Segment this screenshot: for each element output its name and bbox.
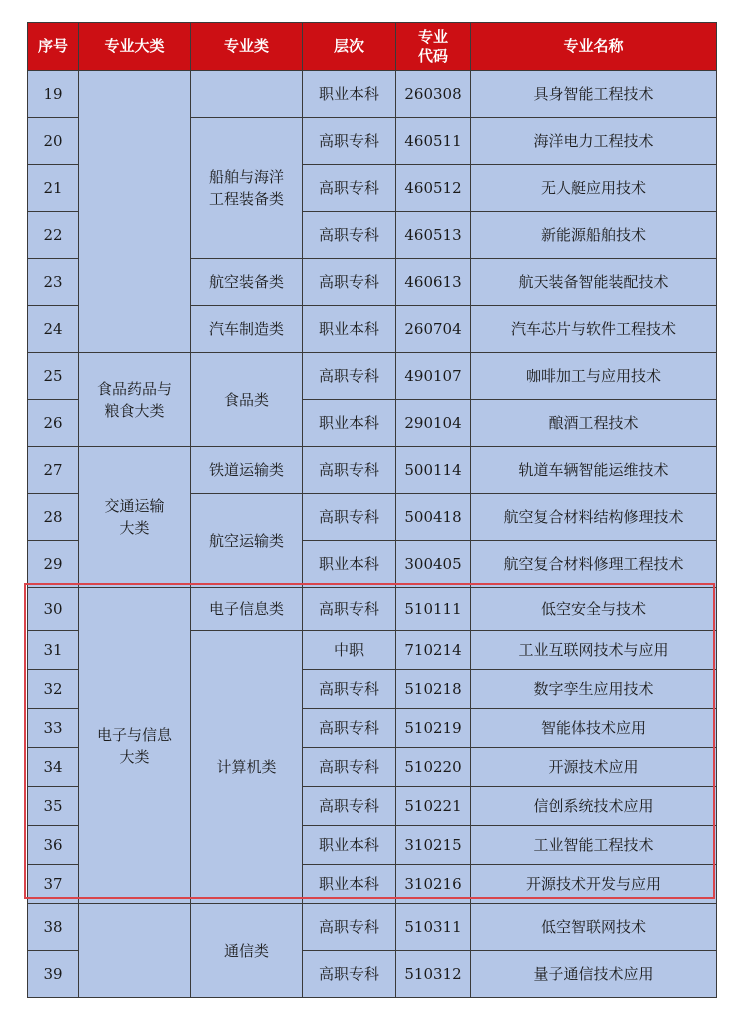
row-code: 710214 [396,631,471,670]
row-index: 27 [28,447,79,494]
row-major-name: 具身智能工程技术 [471,71,717,118]
category-transport-line2: 大类 [119,519,150,537]
row-level: 高职专科 [303,748,396,787]
subcategory-air-transport: 航空运输类 [191,494,303,588]
row-major-name: 低空智联网技术 [471,904,717,951]
category-food-line1: 食品药品与 [96,379,172,398]
row-major-name: 信创系统技术应用 [471,787,717,826]
row-major-name: 开源技术应用 [471,748,717,787]
row-major-name: 智能体技术应用 [471,709,717,748]
subcategory-electronic-info: 电子信息类 [191,588,303,631]
category-electronics-line2: 大类 [119,747,150,766]
row-major-name: 航天装备智能装配技术 [471,259,717,306]
row-code: 460513 [396,212,471,259]
row-code: 510219 [396,709,471,748]
row-level: 高职专科 [303,787,396,826]
row-major-name: 航空复合材料结构修理技术 [471,494,717,541]
row-code: 510111 [396,588,471,631]
row-major-name: 数字孪生应用技术 [471,670,717,709]
row-level: 高职专科 [303,494,396,541]
row-code: 500418 [396,494,471,541]
row-code: 510311 [396,904,471,951]
subcategory-ship-line1: 船舶与海洋 [208,168,284,186]
category-cell-blank [79,71,191,353]
row-code: 290104 [396,400,471,447]
category-transport-line1: 交通运输 [104,497,165,515]
row-index: 36 [28,826,79,865]
subcategory-computer: 计算机类 [191,631,303,904]
row-code: 310215 [396,826,471,865]
row-level: 职业本科 [303,306,396,353]
subcategory-ship [191,118,303,259]
header-code-line2: 代码 [417,46,448,65]
subcategory-aviation-equipment: 航空装备类 [191,259,303,306]
row-level: 高职专科 [303,353,396,400]
row-index: 35 [28,787,79,826]
row-major-name: 航空复合材料修理工程技术 [471,541,717,588]
row-index: 32 [28,670,79,709]
row-index: 33 [28,709,79,748]
table-row [28,353,717,400]
row-code: 310216 [396,865,471,904]
row-major-name: 轨道车辆智能运维技术 [471,447,717,494]
row-major-name: 工业互联网技术与应用 [471,631,717,670]
row-code: 510218 [396,670,471,709]
row-level: 高职专科 [303,904,396,951]
row-major-name: 酿酒工程技术 [471,400,717,447]
category-electronics-line1: 电子与信息 [96,725,172,744]
row-major-name: 汽车芯片与软件工程技术 [471,306,717,353]
row-level: 高职专科 [303,447,396,494]
row-code: 460511 [396,118,471,165]
row-index: 25 [28,353,79,400]
header-code [396,23,471,71]
row-major-name: 工业智能工程技术 [471,826,717,865]
row-level: 高职专科 [303,709,396,748]
category-cell-blank [79,904,191,998]
row-code: 260308 [396,71,471,118]
row-code: 300405 [396,541,471,588]
row-index: 19 [28,71,79,118]
row-index: 22 [28,212,79,259]
row-index: 37 [28,865,79,904]
row-code: 260704 [396,306,471,353]
row-level: 高职专科 [303,951,396,998]
row-level: 职业本科 [303,826,396,865]
row-level: 职业本科 [303,541,396,588]
category-food-line2: 粮食大类 [104,401,165,420]
header-code-line1: 专业 [417,27,448,46]
row-code: 510220 [396,748,471,787]
row-code: 460613 [396,259,471,306]
row-major-name: 开源技术开发与应用 [471,865,717,904]
row-code: 510312 [396,951,471,998]
table-row [28,588,717,631]
row-index: 34 [28,748,79,787]
row-index: 31 [28,631,79,670]
majors-table [27,22,717,998]
row-index: 26 [28,400,79,447]
row-index: 21 [28,165,79,212]
subcategory-food: 食品类 [191,353,303,447]
subcategory-ship-line2: 工程装备类 [208,190,284,208]
subcategory-railway: 铁道运输类 [191,447,303,494]
row-level: 职业本科 [303,865,396,904]
table-row [28,904,717,951]
row-index: 38 [28,904,79,951]
row-level: 高职专科 [303,670,396,709]
header-row [28,23,717,71]
header-subcategory: 专业类 [191,23,303,71]
row-major-name: 低空安全与技术 [471,588,717,631]
row-code: 500114 [396,447,471,494]
row-code: 460512 [396,165,471,212]
subcategory-cell-blank [191,71,303,118]
row-code: 490107 [396,353,471,400]
header-level: 层次 [303,23,396,71]
row-level: 高职专科 [303,259,396,306]
subcategory-communication: 通信类 [191,904,303,998]
row-index: 28 [28,494,79,541]
row-index: 23 [28,259,79,306]
header-name: 专业名称 [471,23,717,71]
header-index: 序号 [28,23,79,71]
row-major-name: 咖啡加工与应用技术 [471,353,717,400]
table-row [28,447,717,494]
category-electronics [79,588,191,904]
row-index: 29 [28,541,79,588]
row-major-name: 量子通信技术应用 [471,951,717,998]
row-major-name: 新能源船舶技术 [471,212,717,259]
subcategory-auto-manufacturing: 汽车制造类 [191,306,303,353]
row-code: 510221 [396,787,471,826]
row-major-name: 海洋电力工程技术 [471,118,717,165]
category-transport [79,447,191,588]
row-level: 职业本科 [303,71,396,118]
row-level: 高职专科 [303,212,396,259]
row-level: 高职专科 [303,118,396,165]
row-major-name: 无人艇应用技术 [471,165,717,212]
table-row [28,71,717,118]
row-level: 中职 [303,631,396,670]
row-index: 30 [28,588,79,631]
row-index: 24 [28,306,79,353]
row-index: 39 [28,951,79,998]
row-level: 高职专科 [303,165,396,212]
row-level: 职业本科 [303,400,396,447]
row-index: 20 [28,118,79,165]
row-level: 高职专科 [303,588,396,631]
header-category: 专业大类 [79,23,191,71]
category-food [79,353,191,447]
